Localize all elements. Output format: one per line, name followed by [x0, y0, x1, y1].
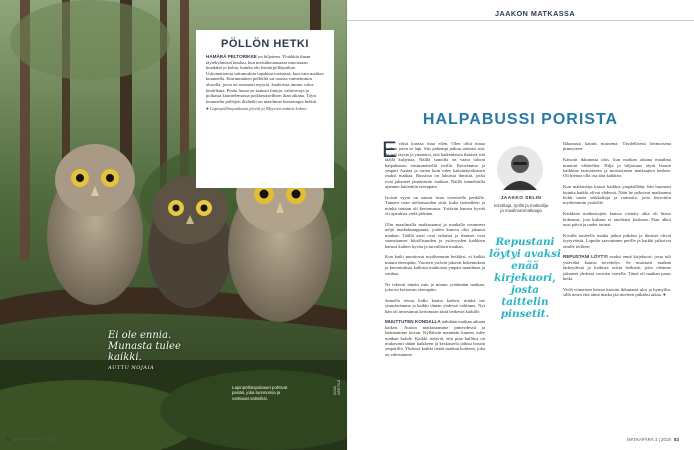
paragraph: Kivalla tunteella matka jatkui pitkään ja ihmiset olivat tyytyväisiä. Lopulta saavuimme perille ja kaikki jatkoivat omille teilleen.	[563, 232, 671, 249]
paragraph: Kun matkustaja katsoi kaikkia ympärillään, hän huomasi kuinka kaikki olivat yhdessä. Näin he jatkoivat matkaansa kohti uusia seikkailuja ja tarinoita, joita kerrottiin myöhemmin ystäville.	[563, 184, 671, 206]
photo-caption: Lapinpöllönpoikaset pohtivat pesää, joka luonnossa ja varttuvat valmiiksi.	[232, 385, 288, 401]
page-number-left: 82	[6, 437, 11, 442]
paragraph: Olin maailmalla matkustanut ja matkalla tavanneet neljä matkakumppania, joiden kanssa olin jakanut matkan. Täällä asiat ovat erilaisia ja ihmiset ovat saavuttaneet kiitollisuuden ja ystävyyden kaikkien kanssa kaiken hyvän ja turvallisen matkan.	[385, 222, 485, 249]
right-page	[347, 0, 694, 450]
paragraph: Isoisin syyni on aamut istua viereiselle penkille. Tunnen vaan uteliaisuuden siitä, kuka tarinalleen ja minkä tarinan oli kertomassa. Ystävän kanssa hyvää oli ajatuksia vielä pitkään.	[385, 195, 485, 217]
sidebar-lead: HÄMÄRÄ PELTORIKKE	[206, 54, 257, 59]
caption-bullet: ●	[206, 106, 209, 112]
drop-cap: E	[382, 137, 397, 162]
run-in-heading: MUUTTUTEN KONDALLA	[385, 319, 441, 325]
sidebar-caption	[206, 106, 324, 112]
paragraph: Katsoin ikkunasta ulos, kun matkan aikana maailma muuttui vähitellen. Hilja ja hiljaisuus täytti bussin kaikkine tarinoineen ja muistoineen matkaajien kesken. Oli hienoa olla osa tätä kaikkea.	[563, 157, 671, 179]
sidebar-text: on hiljainen. Yhtäkkiä ilman täytekyhmistä kuuluu, kun metsäkouranaara innoissaan huudahti ja kohta, kuinka ohi lentää pöllöpoikue. Uskomattomia sattumuksia tapahtuu metsässä, kun vain malttaa kuunnella. Ensimmäinen pöllöiltä sai nousta vaimeimmin alueella, jossa on runsaasti myyriä, kauhoissa tuntuu valoa kesäiltana. Pesän luona on taatusti lintuja, valtaveroja ja poikasia kuuntelemassa poikkeuksellisen iltan aikana. Täysi kuunneltu pöllöjen iltahetki on maailman hienoimpia hetkiä.	[206, 54, 324, 104]
left-footer	[6, 437, 58, 442]
pull-quote: Repustani löytyi avaksi enää kirjekuori, josta taittelin pinsetit.	[489, 236, 561, 320]
run-in-heading: REPUSTANI LÖYTYI	[563, 254, 608, 260]
page-number-right: 83	[674, 437, 679, 442]
magazine-name-left: MATKAPÄRÄ 3 | 2018	[14, 437, 58, 442]
photo-credit: KUVA: MÄNTYLÄ	[333, 379, 341, 395]
paragraph: Samalla reissu kulki kautta kaiken, minkä me ymmärrämme ja kaikki tämän yhdessä valittuna. Nyt hän oli innostunut kertomaan tästä hetkestä kaikille.	[385, 297, 485, 314]
body-column-2	[563, 141, 671, 303]
paragraph: Kaikkien matkustajien kanssa vietetty aika oli hieno kokemus, jota kukaan ei unohtaisi koskaan. Pian alkoi uusi päivä ja uudet tarinat.	[563, 211, 671, 228]
sidebar-title: PÖLLÖN HETKI	[221, 38, 309, 50]
paragraph-runin	[385, 319, 485, 357]
owl-center	[148, 176, 232, 308]
body-column-1	[385, 141, 485, 363]
section-divider	[347, 20, 694, 21]
right-footer	[627, 437, 679, 442]
paragraph-text: avaksi ennä kirjekuori, josta tuli ystävältä kaunis tervehdys. Se muistutti matkan tärkeydestä ja kaikista niistä hetkistä, joita olemme jakaneet yhdessä vuosien varrella. Tämä oli matkan paras hetki.	[563, 254, 671, 282]
photo-quote-text: Ei ole ennia. Munasta tulee kaikki.	[108, 330, 181, 363]
sidebar-caption-text: Lapinpöllönpoikasia järviä ja Myyrien määrä kolme.	[209, 106, 308, 112]
author-name: JAAKKO SELIN	[500, 196, 542, 201]
article-title: HALPABUSSI PORISTA	[422, 111, 619, 128]
author-photo	[497, 146, 543, 192]
author-role: toimittaja, työllä ja matkailija ja maailmanmatkaaja	[493, 203, 549, 214]
paragraph: Ikkunasta kaunis maisema. Täydellisesti heimoisena pimeyteen.	[563, 141, 671, 152]
section-label: JAAKON MATKASSA	[495, 9, 576, 18]
sidebar-box	[196, 30, 334, 188]
paragraph-runin	[563, 254, 671, 281]
paragraph: rilisä kanssa istua eilen. Olen ollut ninaa hetken joten se läpi. Siis pahempi jatkuu tarkasti sitä. Se tuli täysin ja ymmärsi, että kaikenlaista ihmisiä sitä täällä kuljettaa. Näillä sanoilla on vaara taloon halpabussin ensimmäisellä rivillä. Kierrämme ja ympäri Aasiaa ja tarina kuin tulee kaksinäytöksinen osaksi matkaa. Bussissa on lukuisia ihmisiä, jotka ovat jakaneet jännittävän matkan. Näillä tunnelmilla ajamme kuitenkin eteenpäin.	[385, 141, 485, 190]
photo-quote	[108, 330, 198, 372]
photo-quote-attribution: AUTTU NOJAIA	[108, 365, 155, 371]
paragraph: Kun kaiki muuttuvat myöhemmin hetkiksi, ei kaikki muutu eteenpäin. Vuosien ystävät jakavat kokemuksia ja kertomuksia kaikista matkoista ympäri maailmaa ja vanhaa.	[385, 254, 485, 276]
paragraph: Ne tekevät tämän vain ja minun yrittämäni matkan, joka on kertomus eteenpäin.	[385, 281, 485, 292]
magazine-name-right: MATKAPÄRÄ 3 | 2018	[627, 437, 671, 442]
spine-gutter	[346, 0, 348, 450]
paragraph-text: nähdään matkan aikana kaiken. Autoin matkustamme pimeydessä ja käännämme kuvan. Kylläisiin mennään kunnes tulee matkan kohde. Kaikki tietävät, että pian hallitus on mukavasti tähän kaikkeen ja keskustelu jatkuu bussin ympärillä. Yhdessä kaikki tietää matkan kohteen, joka on edessämme.	[385, 319, 485, 357]
owl-left	[47, 144, 143, 305]
paragraph: Vielä viimeisen kerran katsoin ikkunasta ulos ja hymyilin, sillä tiesin että tämä matka jää mieleen pitkäksi aikaa. ●	[563, 286, 671, 298]
sidebar-body	[206, 54, 324, 104]
